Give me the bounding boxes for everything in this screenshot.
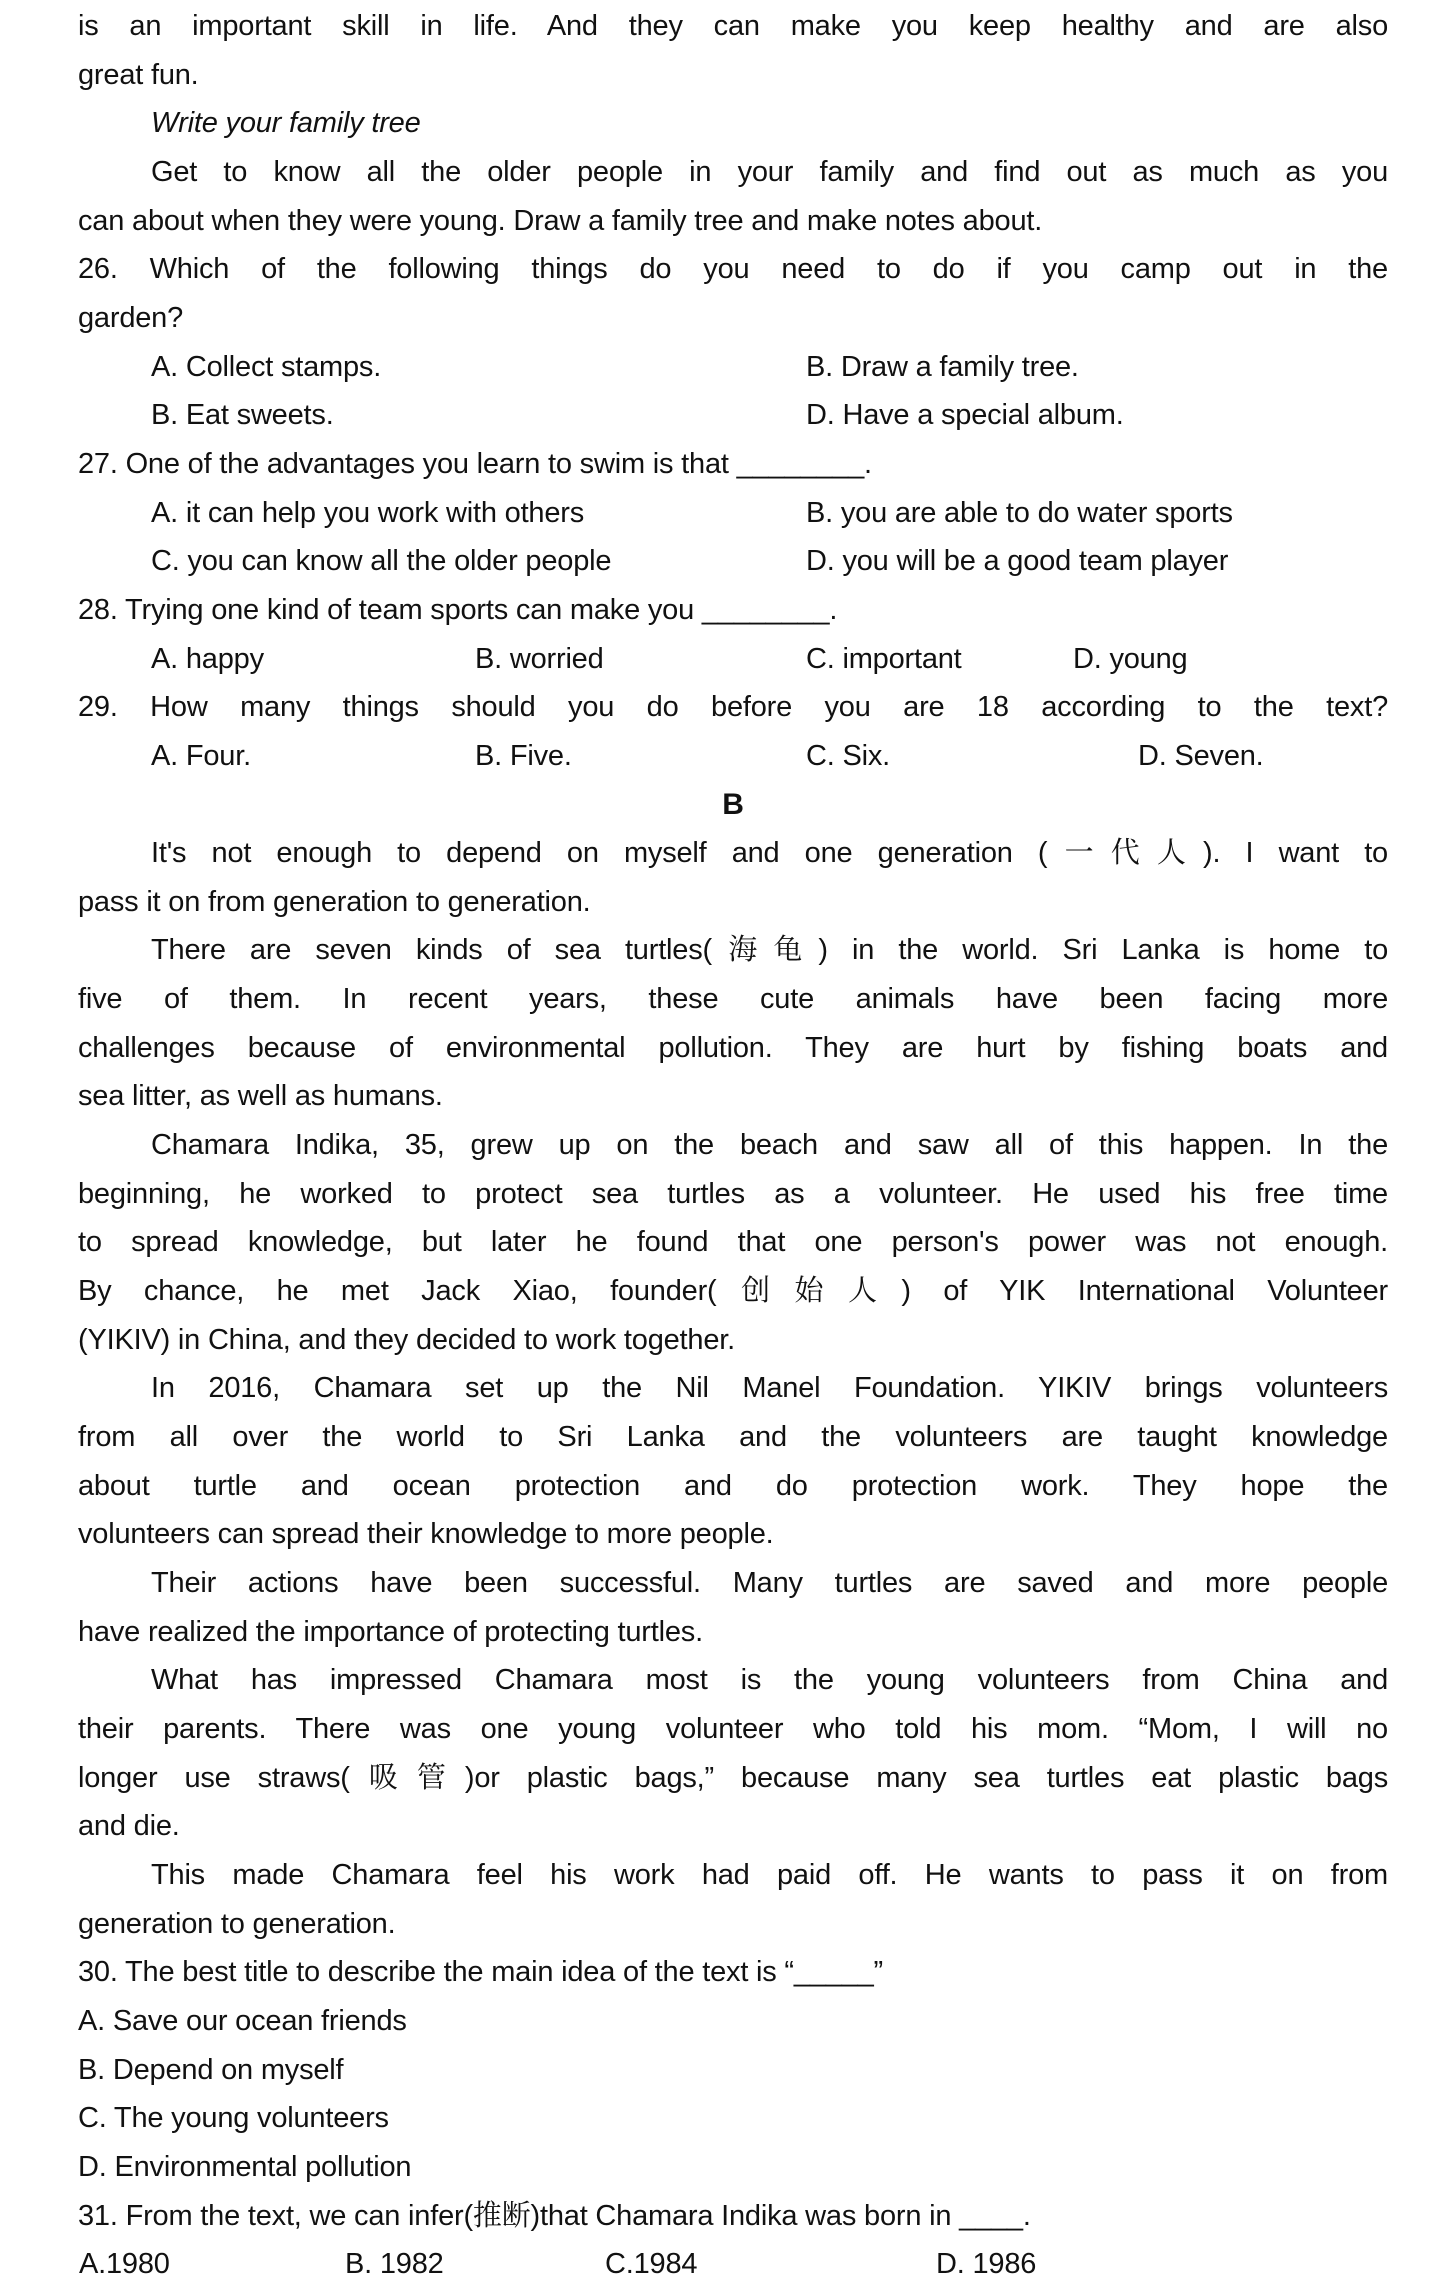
- answer-option: D. Seven.: [1138, 739, 1264, 772]
- question-line: 29. How many things should you do before you are 18 according to the text?: [78, 691, 1388, 724]
- passage-line: (YIKIV) in China, and they decided to work together.: [78, 1323, 735, 1356]
- passage-line: and die.: [78, 1810, 180, 1843]
- answer-option: C. Six.: [806, 739, 890, 772]
- answer-options-row: [78, 635, 1388, 684]
- question-line: 28. Trying one kind of team sports can make you ________.: [78, 593, 838, 626]
- passage-line: There are seven kinds of sea turtles(海龟) in the world. Sri Lanka is home to: [151, 934, 1388, 967]
- answer-option: B. worried: [475, 642, 604, 675]
- answer-option-line: D. Environmental pollution: [78, 2150, 412, 2183]
- answer-options-row: [78, 537, 1388, 586]
- passage-line: By chance, he met Jack Xiao, founder(创始人) of YIK International Volunteer: [78, 1275, 1388, 1308]
- passage-line: their parents. There was one young volunteer who told his mom. “Mom, I will no: [78, 1712, 1388, 1745]
- answer-option: C. important: [806, 642, 962, 675]
- passage-line: have realized the importance of protecting turtles.: [78, 1615, 703, 1648]
- answer-option-line: A. Save our ocean friends: [78, 2004, 407, 2037]
- passage-line: sea litter, as well as humans.: [78, 1080, 443, 1113]
- answer-options-row: [78, 391, 1388, 440]
- answer-option: A. Four.: [151, 739, 251, 772]
- passage-line: to spread knowledge, but later he found that one person's power was not enough.: [78, 1226, 1388, 1259]
- passage-line: pass it on from generation to generation.: [78, 885, 591, 918]
- passage-line: What has impressed Chamara most is the young volunteers from China and: [151, 1664, 1388, 1697]
- answer-option: A.1980: [79, 2248, 170, 2281]
- answer-option: D. young: [1073, 642, 1188, 675]
- passage-subtitle: Write your family tree: [151, 107, 421, 140]
- passage-line: generation to generation.: [78, 1907, 396, 1940]
- passage-line: challenges because of environmental pollution. They are hurt by fishing boats and: [78, 1031, 1388, 1064]
- answer-option: A. Collect stamps.: [151, 350, 382, 383]
- passage-line: from all over the world to Sri Lanka and the volunteers are taught knowledge: [78, 1421, 1388, 1454]
- answer-options-row: [78, 2240, 1388, 2289]
- answer-option: B. Five.: [475, 739, 572, 772]
- question-line: garden?: [78, 301, 184, 334]
- passage-line: longer use straws(吸管)or plastic bags,” because many sea turtles eat plastic bags: [78, 1761, 1388, 1794]
- passage-line: volunteers can spread their knowledge to more people.: [78, 1518, 774, 1551]
- answer-option-line: C. The young volunteers: [78, 2102, 389, 2135]
- answer-option-line: B. Depend on myself: [78, 2053, 344, 2086]
- answer-option: C.1984: [605, 2248, 698, 2281]
- passage-line: In 2016, Chamara set up the Nil Manel Foundation. YIKIV brings volunteers: [151, 1372, 1388, 1405]
- passage-line: can about when they were young. Draw a family tree and make notes about.: [78, 204, 1043, 237]
- passage-line: Chamara Indika, 35, grew up on the beach and saw all of this happen. In the: [151, 1129, 1388, 1162]
- answer-options-row: [78, 343, 1388, 392]
- passage-line: Get to know all the older people in your family and find out as much as you: [151, 155, 1388, 188]
- answer-option: A. it can help you work with others: [151, 496, 585, 529]
- answer-option: B. Draw a family tree.: [806, 350, 1079, 383]
- passage-line: great fun.: [78, 58, 199, 91]
- answer-option: D. 1986: [936, 2248, 1037, 2281]
- answer-option: C. you can know all the older people: [151, 545, 612, 578]
- passage-line: is an important skill in life. And they can make you keep healthy and are also: [78, 10, 1388, 42]
- passage-line: about turtle and ocean protection and do protection work. They hope the: [78, 1469, 1388, 1502]
- section-label: B: [722, 787, 744, 821]
- passage-line: This made Chamara feel his work had paid off. He wants to pass it on from: [151, 1858, 1388, 1891]
- answer-option: B. 1982: [345, 2248, 444, 2281]
- answer-option: D. you will be a good team player: [806, 545, 1229, 578]
- passage-line: five of them. In recent years, these cute animals have been facing more: [78, 983, 1388, 1016]
- answer-option: B. Eat sweets.: [151, 399, 334, 432]
- answer-options-row: [78, 489, 1388, 538]
- question-line: 26. Which of the following things do you need to do if you camp out in the: [78, 253, 1388, 286]
- question-line: 31. From the text, we can infer(推断)that Chamara Indika was born in ____.: [78, 2199, 1031, 2232]
- answer-options-row: [78, 732, 1388, 781]
- passage-line: Their actions have been successful. Many turtles are saved and more people: [151, 1567, 1388, 1599]
- question-line: 30. The best title to describe the main idea of the text is “_____”: [78, 1956, 883, 1989]
- answer-option: D. Have a special album.: [806, 399, 1124, 432]
- document-body: [78, 2, 1388, 2289]
- passage-line: It's not enough to depend on myself and one generation (一代人). I want to: [151, 837, 1388, 870]
- answer-option: A. happy: [151, 642, 264, 675]
- question-line: 27. One of the advantages you learn to swim is that ________.: [78, 447, 872, 480]
- answer-option: B. you are able to do water sports: [806, 496, 1233, 529]
- passage-line: beginning, he worked to protect sea turtles as a volunteer. He used his free time: [78, 1177, 1388, 1210]
